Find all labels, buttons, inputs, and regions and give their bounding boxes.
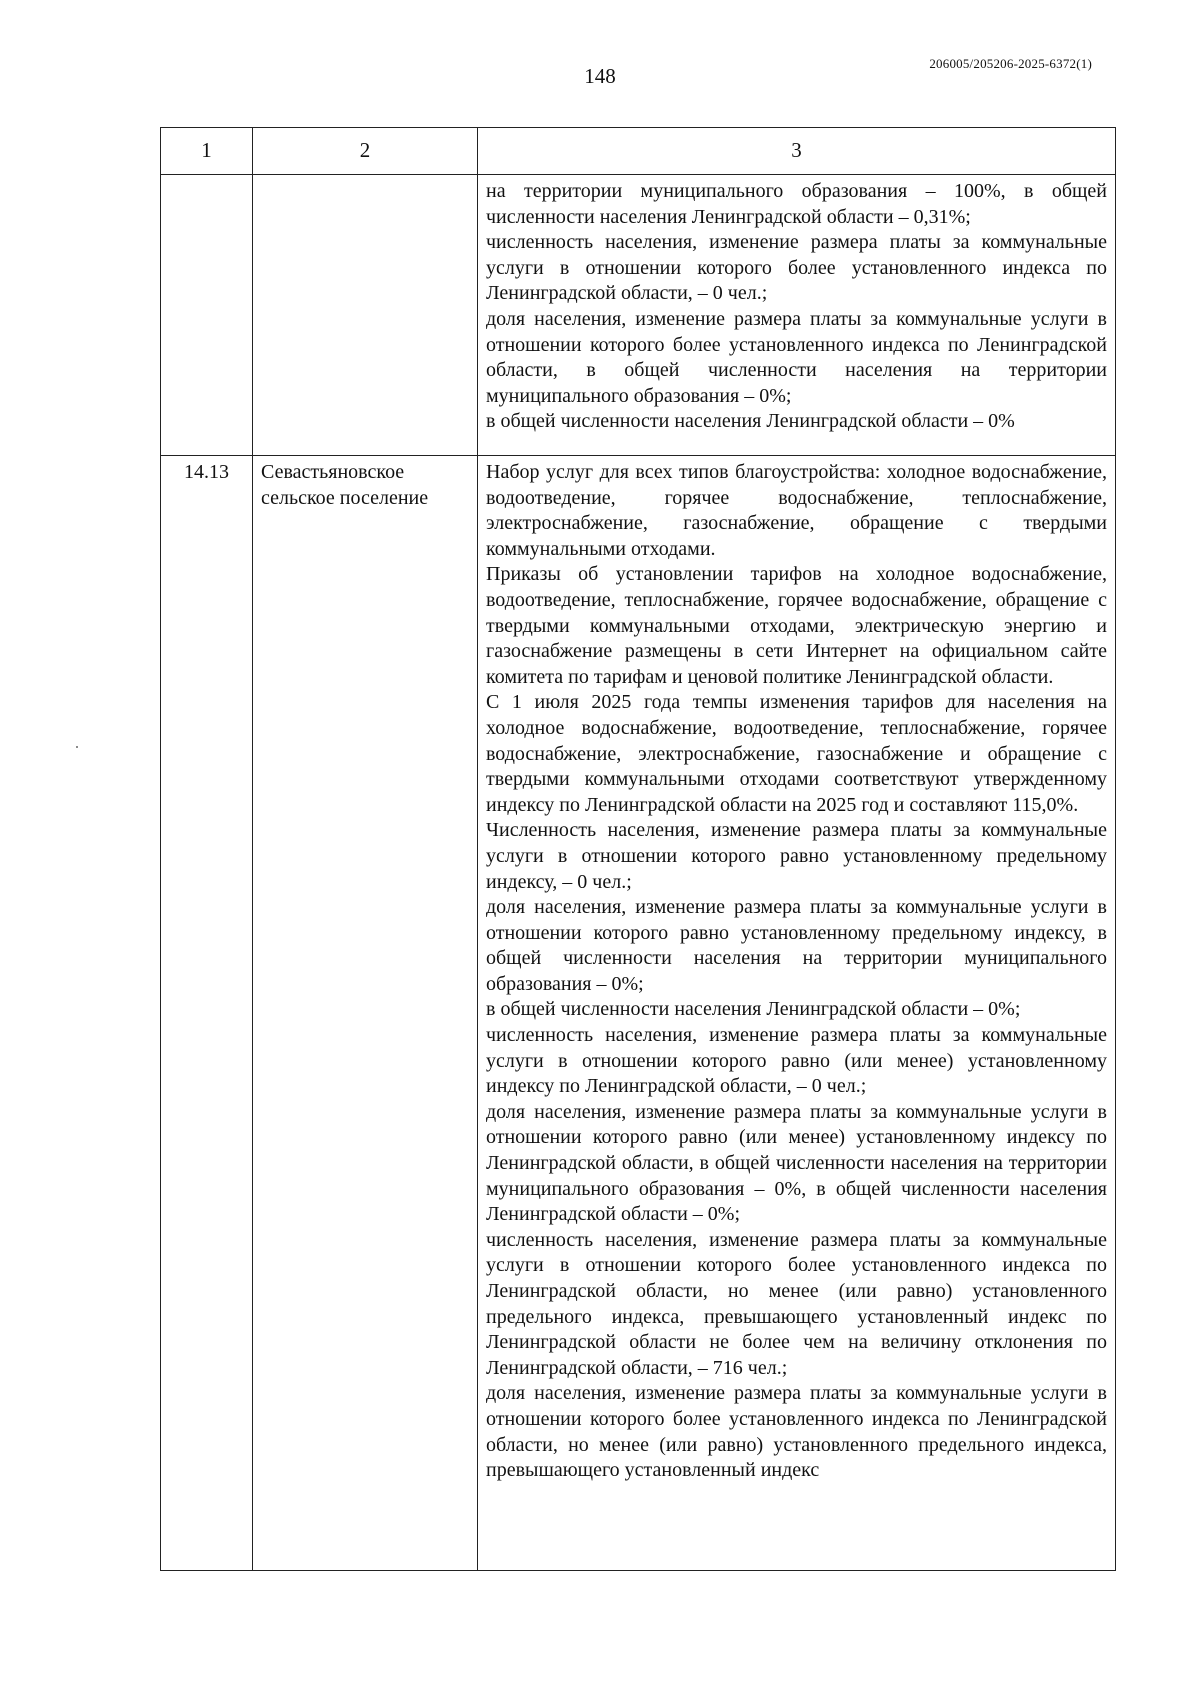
table-row bbox=[161, 456, 1116, 1571]
text-paragraph: доля населения, изменение размера платы за коммунальные услуги в отношении которого равно (или менее) установленному индексу по Ленинградской области, в общей численности населения на территории муниципального образования – 0%, в общей численности населения Ленинградской области – 0%; bbox=[486, 1100, 1107, 1226]
text-paragraph: на территории муниципального образования – 100%, в общей численности населения Ленинградской области – 0,31%; bbox=[486, 180, 1107, 228]
table-header-row bbox=[161, 128, 1116, 175]
document-registration-code: 206005/205206-2025-6372(1) bbox=[929, 56, 1092, 71]
text-paragraph: С 1 июля 2025 года темпы изменения тарифов для населения на холодное водоснабжение, водоотведение, теплоснабжение, горячее водоснабжение, электроснабжение, газоснабжение и обращение с твердыми коммунальными отходами соответствуют утвержденному индексу по Ленинградской области на 2025 год и составляют 115,0%. bbox=[486, 691, 1107, 816]
scan-speck bbox=[76, 746, 78, 748]
text-paragraph: численность населения, изменение размера платы за коммунальные услуги в отношении которого более установленного индекса по Ленинградской области, – 0 чел.; bbox=[486, 231, 1107, 305]
text-paragraph: Набор услуг для всех типов благоустройства: холодное водоснабжение, водоотведение, горячее водоснабжение, теплоснабжение, электроснабжение, газоснабжение, обращение с твердыми коммунальными отходами. bbox=[486, 461, 1107, 560]
row-text-cell bbox=[478, 456, 1116, 1571]
table-row-continuation bbox=[161, 175, 1116, 456]
page-number: 148 bbox=[584, 64, 616, 88]
text-paragraph: доля населения, изменение размера платы за коммунальные услуги в отношении которого более установленного индекса по Ленинградской области, но менее (или равно) установленного предельного индекса, превышающего установленный индекс bbox=[486, 1382, 1107, 1482]
tariff-table bbox=[160, 127, 1116, 1571]
continuation-text-cell bbox=[478, 175, 1116, 456]
row-number-cell: 14.13 bbox=[161, 456, 253, 1571]
text-paragraph: доля населения, изменение размера платы за коммунальные услуги в отношении которого равно установленному предельному индексу, в общей численности населения на территории муниципального образования – 0%; bbox=[486, 896, 1107, 995]
continuation-number-cell bbox=[161, 175, 253, 456]
text-paragraph: в общей численности населения Ленинградской области – 0% bbox=[486, 410, 1015, 433]
text-paragraph: численность населения, изменение размера платы за коммунальные услуги в отношении которого более установленного индекса по Ленинградской области, но менее (или равно) установленного предельного индекса, превышающего установленный индекс по Ленинградской области не более чем на величину отклонения по Ленинградской области, – 716 чел.; bbox=[486, 1228, 1107, 1379]
column-header-2: 2 bbox=[253, 128, 478, 175]
text-paragraph: численность населения, изменение размера платы за коммунальные услуги в отношении которого равно (или менее) установленному индексу по Ленинградской области, – 0 чел.; bbox=[486, 1024, 1107, 1098]
column-header-3: 3 bbox=[478, 128, 1116, 175]
settlement-name-cell: Севастьяновское сельское поселение bbox=[253, 456, 478, 1571]
text-paragraph: Приказы об установлении тарифов на холодное водоснабжение, водоотведение, теплоснабжение, горячее водоснабжение, обращение с твердыми коммунальными отходами, электрическую энергию и газоснабжение размещены в сети Интернет на официальном сайте комитета по тарифам и ценовой политике Ленинградской области. bbox=[486, 563, 1107, 688]
text-paragraph: доля населения, изменение размера платы за коммунальные услуги в отношении которого более установленного индекса по Ленинградской области, в общей численности населения на территории муниципального образования – 0%; bbox=[486, 307, 1107, 407]
text-paragraph: в общей численности населения Ленинградской области – 0%; bbox=[486, 998, 1021, 1021]
column-header-1: 1 bbox=[161, 128, 253, 175]
continuation-name-cell bbox=[253, 175, 478, 456]
text-paragraph: Численность населения, изменение размера платы за коммунальные услуги в отношении которого равно установленному предельному индексу, – 0 чел.; bbox=[486, 819, 1107, 893]
